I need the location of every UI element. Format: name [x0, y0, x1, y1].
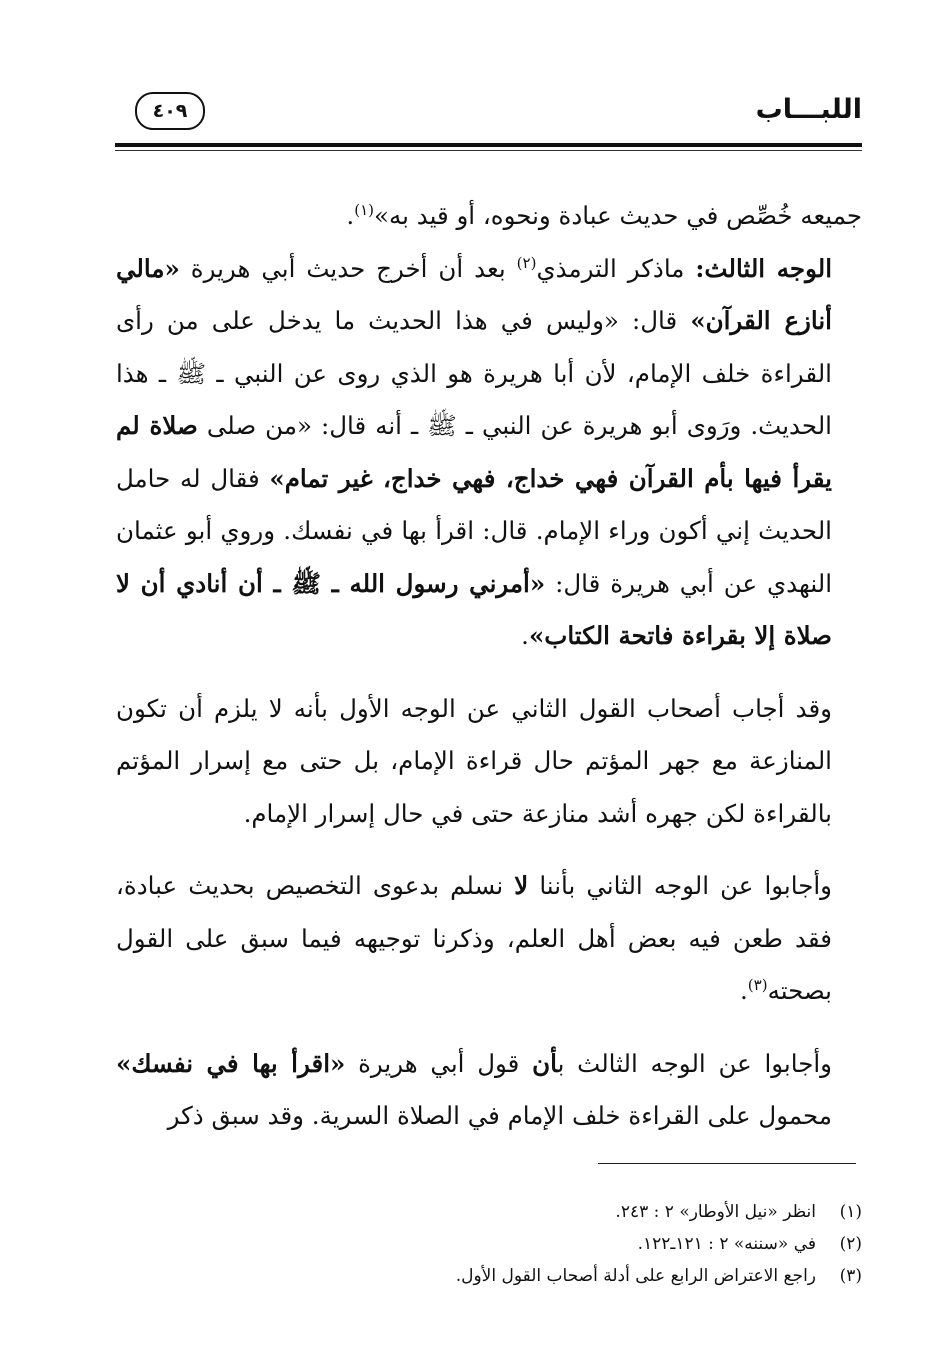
page-number: ٤٠٩	[135, 92, 205, 130]
footnotes	[300, 1196, 862, 1292]
paragraph-1: جميعه خُصِّص في حديث عبادة ونحوه، أو قيد به»$^{(١)}$.	[346, 200, 862, 230]
hadith-quote: «مالي أنازع القرآن»	[116, 253, 832, 335]
footnote-2: (٢)في «سننه» ٢ : ١٢١ـ١٢٢.	[637, 1234, 862, 1254]
hadith-quote: «اقرأ بها في نفسك»	[116, 1048, 346, 1078]
header-rule	[115, 143, 862, 147]
footnote-3: (٣)راجع الاعتراض الرابع على أدلة أصحاب القول الأول.	[455, 1266, 862, 1286]
footnote-ref-2: (٢)	[516, 253, 537, 272]
paragraph-2: الوجه الثالث: ماذكر الترمذي$^{(٢)}$ بعد أن أخرج حديث أبي هريرة «مالي أنازع القرآن» قال: «وليس في هذا الحديث ما يدخل على من رأى القراءة خلف الإمام، لأن أبا هريرة هو الذي روى عن النبي ـ ﷺ ـ هذا الحديث. ورَوى أبو هريرة عن النبي ـ ﷺ ـ أنه قال: «من صلى صلاة لم يقرأ فيها بأم القرآن فهي خداج، فهي خداج، غير تمام» فقال له حامل الحديث إني أكون وراء الإمام. قال: اقرأ بها في نفسك. وروي أبو عثمان النهدي عن أبي هريرة قال: «أمرني رسول الله ـ ﷺ ـ أن أنادي أن لا صلاة إلا بقراءة فاتحة الكتاب».	[116, 253, 832, 650]
footnote-separator	[598, 1163, 856, 1164]
section-heading: الوجه الثالث:	[695, 253, 832, 283]
running-title: اللبـــاب	[755, 94, 862, 125]
hadith-quote: «أمرني رسول الله ـ ﷺ ـ أن أنادي أن لا صلاة إلا بقراءة فاتحة الكتاب»	[116, 568, 832, 650]
header-rule-thin	[115, 150, 862, 151]
page-header	[105, 88, 862, 148]
main-text	[116, 190, 862, 1143]
footnote-ref-1: (١)	[354, 200, 374, 219]
paragraph-4: وأجابوا عن الوجه الثاني بأننا لا نسلم بدعوى التخصيص بحديث عبادة، فقد طعن فيه بعض أهل العلم، وذكرنا توجيهه فيما سبق على القول بصحته$^{(٣)}$.	[116, 871, 832, 1005]
footnote-ref-3: (٣)	[747, 975, 768, 994]
footnote-1: (١)انظر «نيل الأوطار» ٢ : ٢٤٣.	[615, 1202, 862, 1222]
paragraph-3: وقد أجاب أصحاب القول الثاني عن الوجه الأول بأنه لا يلزم أن تكون المنازعة مع جهر المؤتم حال قراءة الإمام، بل حتى مع إسرار المؤتم بالقراءة لكن جهره أشد منازعة حتى في حال إسرار الإمام.	[116, 693, 832, 828]
hadith-quote: صلاة لم يقرأ فيها بأم القرآن فهي خداج، فهي خداج، غير تمام»	[116, 411, 832, 493]
paragraph-5: وأجابوا عن الوجه الثالث بأن قول أبي هريرة «اقرأ بها في نفسك» محمول على القراءة خلف الإمام في الصلاة السرية. وقد سبق ذكر	[116, 1048, 832, 1130]
